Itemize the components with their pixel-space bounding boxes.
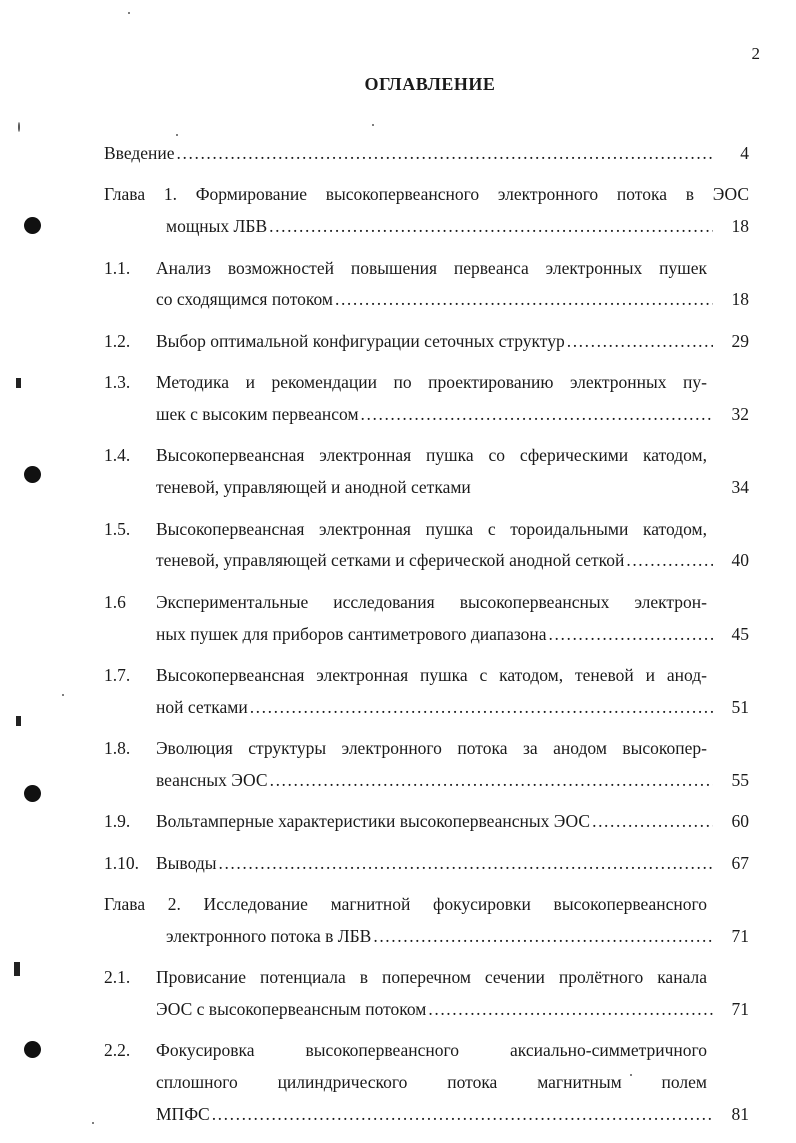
scan-speck xyxy=(372,124,374,126)
scan-speck xyxy=(176,134,178,136)
toc-entry-text-cont: теневой, управляющей и анодной сетками xyxy=(156,477,471,498)
toc-page-number: 4 xyxy=(740,143,749,163)
scan-speck xyxy=(62,694,64,696)
toc-page-number: 40 xyxy=(731,550,749,571)
toc-entry-text: Вольтамперные характеристики высокопервеансных ЭОС xyxy=(156,811,591,832)
toc-section-number: 1.9. xyxy=(104,811,131,832)
table-of-contents xyxy=(104,138,749,1140)
toc-section-number: 2.1. xyxy=(104,967,131,988)
toc-entry-text: Фокусировка высокопервеансного аксиально-симметричного xyxy=(156,1040,707,1061)
leader-dots xyxy=(212,1099,713,1131)
toc-section-number: 1.3. xyxy=(104,372,131,393)
toc-entry-text: Высокопервеансная электронная пушка со сферическими катодом, xyxy=(156,445,707,466)
leader-dots xyxy=(270,765,713,797)
toc-section-number: 1.7. xyxy=(104,664,131,685)
toc-page-number: 51 xyxy=(731,696,749,717)
toc-section-number: 1.6 xyxy=(104,591,126,612)
toc-entry-text-cont: веансных ЭОС xyxy=(156,769,268,790)
leader-dots xyxy=(250,692,713,724)
toc-page-number: 18 xyxy=(731,216,749,237)
toc-page-number: 32 xyxy=(731,403,749,424)
toc-entry-text-cont: электронного потока в ЛБВ xyxy=(166,925,372,946)
leader-dots xyxy=(269,211,713,243)
page-number: 2 xyxy=(751,44,760,63)
leader-dots xyxy=(218,848,713,880)
toc-section-number: 1.10. xyxy=(104,852,139,873)
leader-dots xyxy=(177,138,713,170)
toc-page-number: 34 xyxy=(731,477,749,498)
toc-entry-text: Глава 1. Формирование высокопервеансного электронного потока в ЭОС xyxy=(104,184,749,205)
toc-page-number: 71 xyxy=(731,925,749,946)
leader-dots xyxy=(373,921,713,953)
toc-entry-1-10[interactable] xyxy=(104,848,749,880)
punch-hole-mark xyxy=(24,217,41,234)
toc-entry-intro[interactable] xyxy=(104,138,749,170)
toc-entry-text-cont: МПФС xyxy=(156,1104,210,1125)
leader-dots xyxy=(428,994,713,1026)
leader-dots xyxy=(592,806,713,838)
toc-entry-1-6[interactable] xyxy=(104,587,749,651)
toc-entry-2-2[interactable] xyxy=(104,1035,749,1130)
toc-entry-1-9[interactable] xyxy=(104,806,749,838)
toc-section-number: 1.5. xyxy=(104,518,131,539)
toc-entry-text-cont: ЭОС с высокопервеансным потоком xyxy=(156,999,427,1020)
toc-entry-text: Введение xyxy=(104,143,175,163)
punch-hole-mark xyxy=(24,785,41,802)
scan-speck xyxy=(92,1122,94,1124)
toc-entry-1-8[interactable] xyxy=(104,733,749,797)
toc-entry-text-cont: со сходящимся потоком xyxy=(156,289,333,310)
page-title: ОГЛАВЛЕНИЕ xyxy=(364,74,496,94)
toc-section-number: 2.2. xyxy=(104,1040,131,1061)
toc-entry-text: Выводы xyxy=(156,852,217,873)
punch-hole-mark xyxy=(24,466,41,483)
scan-speck xyxy=(18,122,20,132)
toc-entry-1-4[interactable] xyxy=(104,440,749,504)
leader-dots xyxy=(567,326,713,358)
toc-entry-1-2[interactable] xyxy=(104,326,749,358)
toc-entry-text-cont: мощных ЛБВ xyxy=(166,216,268,237)
leader-dots xyxy=(335,284,713,316)
toc-section-number: 1.2. xyxy=(104,330,131,351)
toc-entry-text: Методика и рекомендации по проектированию электронных пу- xyxy=(156,372,707,393)
toc-entry-2-1[interactable] xyxy=(104,962,749,1026)
toc-entry-1-5[interactable] xyxy=(104,514,749,578)
toc-page-number: 29 xyxy=(731,330,749,351)
leader-dots xyxy=(549,619,713,651)
toc-entry-text-cont: ных пушек для приборов сантиметрового диапазона xyxy=(156,623,547,644)
toc-entry-1-3[interactable] xyxy=(104,367,749,431)
toc-entry-text: Глава 2. Исследование магнитной фокусировки высокопервеансного xyxy=(104,894,707,915)
toc-page-number: 67 xyxy=(731,852,749,873)
toc-page-number: 71 xyxy=(731,999,749,1020)
punch-hole-mark xyxy=(24,1041,41,1058)
leader-dots xyxy=(626,545,713,577)
toc-section-number: 1.8. xyxy=(104,738,131,759)
toc-entry-text-cont: сплошного цилиндрического потока магнитным полем xyxy=(156,1072,707,1093)
scan-mark xyxy=(16,716,21,726)
toc-entry-chapter-2[interactable] xyxy=(104,889,749,953)
scan-mark xyxy=(14,962,20,976)
scan-speck xyxy=(128,12,130,14)
scan-mark xyxy=(16,378,21,388)
toc-entry-text: Эволюция структуры электронного потока за анодом высокопер- xyxy=(156,738,707,759)
toc-page-number: 60 xyxy=(731,811,749,832)
toc-section-number: 1.1. xyxy=(104,257,131,278)
toc-entry-text-cont: шек с высоким первеансом xyxy=(156,403,359,424)
toc-entry-text-cont: ной сетками xyxy=(156,696,248,717)
toc-entry-text-cont: теневой, управляющей сетками и сферической анодной сеткой xyxy=(156,550,625,571)
toc-entry-1-1[interactable] xyxy=(104,253,749,317)
toc-page-number: 18 xyxy=(731,289,749,310)
toc-page-number: 55 xyxy=(731,769,749,790)
toc-entry-1-7[interactable] xyxy=(104,660,749,724)
leader-dots xyxy=(361,399,713,431)
toc-entry-text: Экспериментальные исследования высокопервеансных электрон- xyxy=(156,591,707,612)
toc-entry-text: Провисание потенциала в поперечном сечении пролётного канала xyxy=(156,967,707,988)
toc-section-number: 1.4. xyxy=(104,445,131,466)
toc-page-number: 81 xyxy=(731,1104,749,1125)
toc-entry-text: Выбор оптимальной конфигурации сеточных структур xyxy=(156,330,565,351)
toc-page-number: 45 xyxy=(731,623,749,644)
toc-entry-text: Анализ возможностей повышения первеанса электронных пушек xyxy=(156,257,707,278)
toc-entry-chapter-1[interactable] xyxy=(104,179,749,243)
toc-entry-text: Высокопервеансная электронная пушка с тороидальными катодом, xyxy=(156,518,707,539)
toc-entry-text: Высокопервеансная электронная пушка с катодом, теневой и анод- xyxy=(156,664,707,685)
